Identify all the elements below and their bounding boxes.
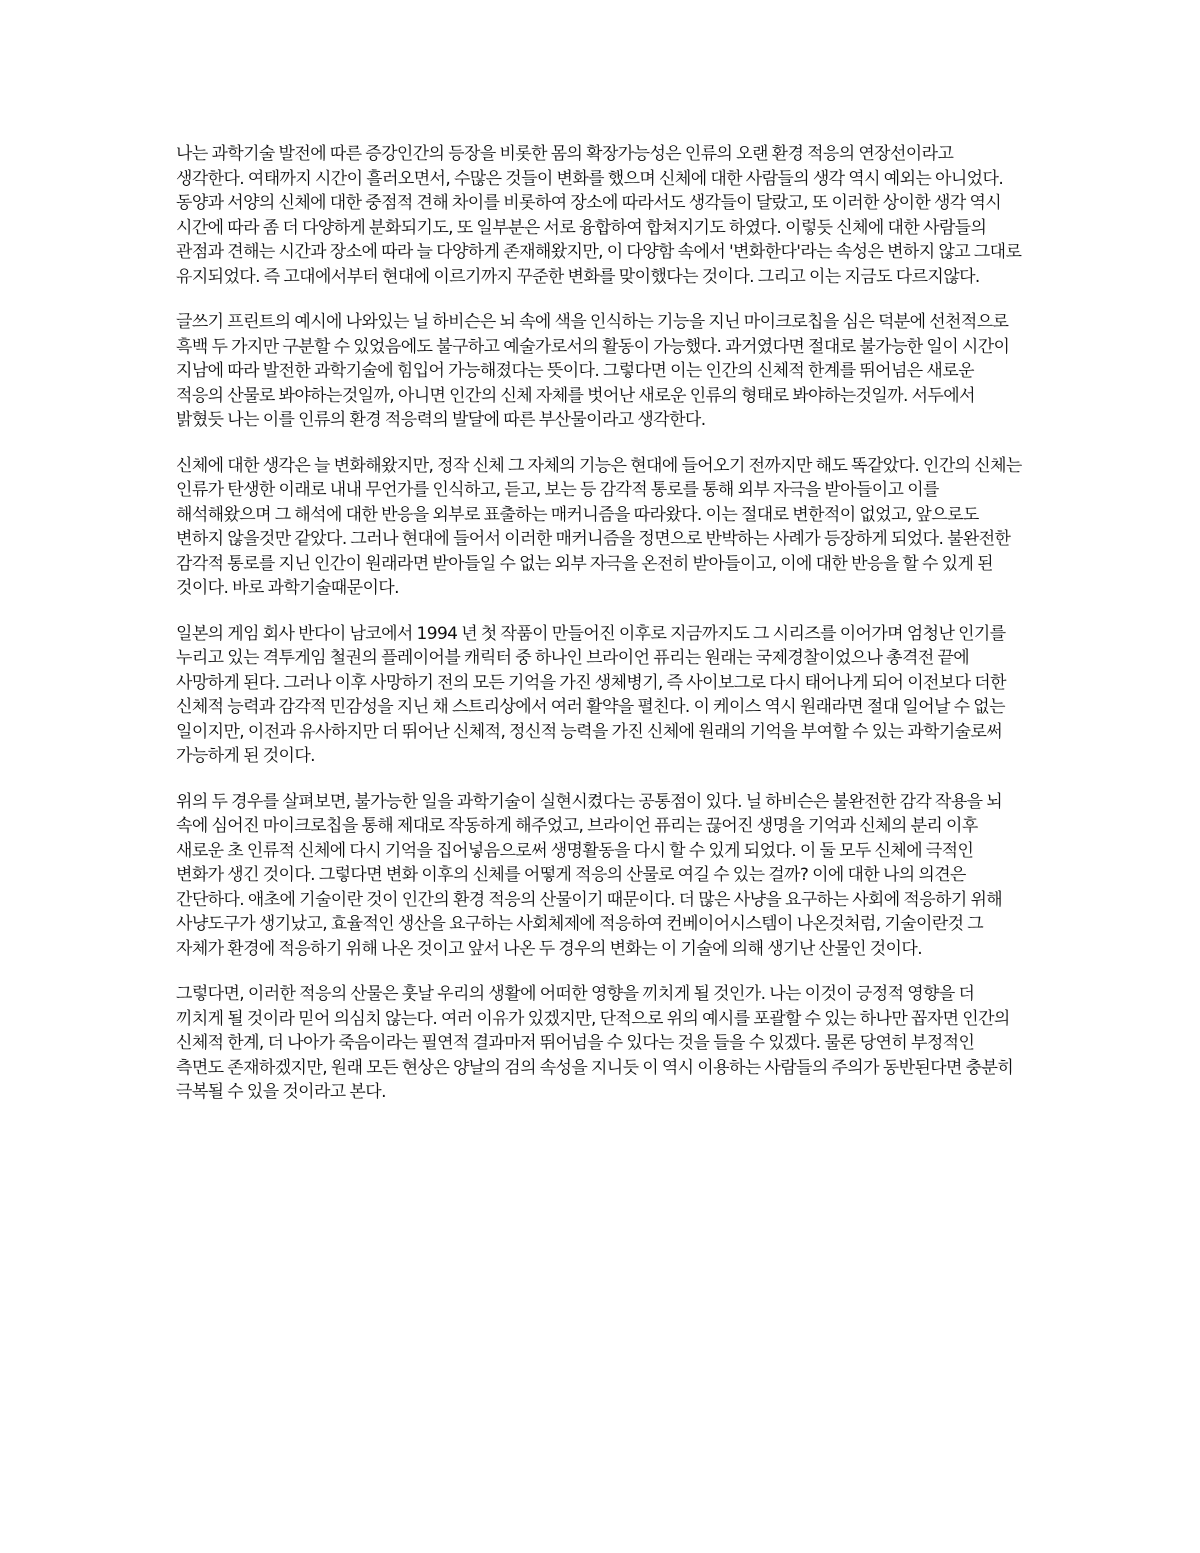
paragraph-4: 일본의 게임 회사 반다이 남코에서 1994 년 첫 작품이 만들어진 이후로 지금까지도 그 시리즈를 이어가며 엄청난 인기를 누리고 있는 격투게임 철권의 플레이어블 캐릭터 중 하나인 브라이언 퓨리는 원래는 국제경찰이었으나 총격전 끝에 사망하게 된다. 그러나 이후 사망하기 전의 모든 기억을 가진 생체병기, 즉 사이보그로 다시 태어나게 되어 이전보다 더한 신체적 능력과 감각적 민감성을 지닌 채 스트리상에서 여러 활약을 펼친다. 이 케이스 역시 원래라면 절대 일어날 수 없는 일이지만, 이전과 유사하지만 더 뛰어난 신체적, 정신적 능력을 가진 신체에 원래의 기억을 부여할 수 있는 과학기술로써 가능하게 된 것이다.	[176, 623, 1006, 766]
paragraph-5: 위의 두 경우를 살펴보면, 불가능한 일을 과학기술이 실현시켰다는 공통점이 있다. 닐 하비슨은 불완전한 감각 작용을 뇌 속에 심어진 마이크로칩을 통해 제대로 작동하게 해주었고, 브라이언 퓨리는 끊어진 생명을 기억과 신체의 분리 이후 새로운 초 인류적 신체에 다시 기억을 집어넣음으로써 생명활동을 다시 할 수 있게 되었다. 이 둘 모두 신체에 극적인 변화가 생긴 것이다. 그렇다면 변화 이후의 신체를 어떻게 적응의 산물로 여길 수 있는 걸까? 이에 대한 나의 의견은 간단하다. 애초에 기술이란 것이 인간의 환경 적응의 산물이기 때문이다. 더 많은 사냥을 요구하는 사회에 적응하기 위해 사냥도구가 생기났고, 효율적인 생산을 요구하는 사회체제에 적응하여 컨베이어시스템이 나온것처럼, 기술이란것 그 자체가 환경에 적응하기 위해 나온 것이고 앞서 나온 두 경우의 변화는 이 기술에 의해 생기난 산물인 것이다.	[176, 791, 1003, 959]
paragraph-3: 신체에 대한 생각은 늘 변화해왔지만, 정작 신체 그 자체의 기능은 현대에 들어오기 전까지만 해도 똑같았다. 인간의 신체는 인류가 탄생한 이래로 내내 무언가를 인식하고, 듣고, 보는 등 감각적 통로를 통해 외부 자극을 받아들이고 이를 해석해왔으며 그 해석에 대한 반응을 외부로 표출하는 매커니즘을 따라왔다. 이는 절대로 변한적이 없었고, 앞으로도 변하지 않을것만 같았다. 그러나 현대에 들어서 이러한 매커니즘을 정면으로 반박하는 사례가 등장하게 되었다. 불완전한 감각적 통로를 지닌 인간이 원래라면 받아들일 수 없는 외부 자극을 온전히 받아들이고, 이에 대한 반응을 할 수 있게 된 것이다. 바로 과학기술때문이다.	[176, 455, 1022, 598]
paragraph-1: 나는 과학기술 발전에 따른 증강인간의 등장을 비롯한 몸의 확장가능성은 인류의 오랜 환경 적응의 연장선이라고 생각한다. 여태까지 시간이 흘러오면서, 수많은 것들이 변화를 했으며 신체에 대한 사람들의 생각 역시 예외는 아니었다. 동양과 서양의 신체에 대한 중점적 견해 차이를 비롯하여 장소에 따라서도 생각들이 달랐고, 또 이러한 상이한 생각 역시 시간에 따라 좀 더 다양하게 분화되기도, 또 일부분은 서로 융합하여 합쳐지기도 하였다. 이렇듯 신체에 대한 사람들의 관점과 견해는 시간과 장소에 따라 늘 다양하게 존재해왔지만, 이 다양함 속에서 '변화한다'라는 속성은 변하지 않고 그대로 유지되었다. 즉 고대에서부터 현대에 이르기까지 꾸준한 변화를 맞이했다는 것이다. 그리고 이는 지금도 다르지않다.	[176, 144, 1022, 287]
paragraph-2: 글쓰기 프린트의 예시에 나와있는 닐 하비슨은 뇌 속에 색을 인식하는 기능을 지닌 마이크로칩을 심은 덕분에 선천적으로 흑백 두 가지만 구분할 수 있었음에도 불구하고 예술가로서의 활동이 가능했다. 과거였다면 절대로 불가능한 일이 시간이 지남에 따라 발전한 과학기술에 힘입어 가능해졌다는 뜻이다. 그렇다면 이는 인간의 신체적 한계를 뛰어넘은 새로운 적응의 산물로 봐야하는것일까, 아니면 인간의 신체 자체를 벗어난 새로운 인류의 형태로 봐야하는것일까. 서두에서 밝혔듯 나는 이를 인류의 환경 적응력의 발달에 따른 부산물이라고 생각한다.	[176, 312, 1010, 430]
paragraph-6: 그렇다면, 이러한 적응의 산물은 훗날 우리의 생활에 어떠한 영향을 끼치게 될 것인가. 나는 이것이 긍정적 영향을 더 끼치게 될 것이라 믿어 의심치 않는다. 여러 이유가 있겠지만, 단적으로 위의 예시를 포괄할 수 있는 하나만 꼽자면 인간의 신체적 한계, 더 나아가 죽음이라는 필연적 결과마저 뛰어넘을 수 있다는 것을 들을 수 있겠다. 물론 당연히 부정적인 측면도 존재하겠지만, 원래 모든 현상은 양날의 검의 속성을 지니듯 이 역시 이용하는 사람들의 주의가 동반된다면 충분히 극복될 수 있을 것이라고 본다.	[176, 984, 1014, 1102]
document-page	[176, 142, 1024, 1126]
